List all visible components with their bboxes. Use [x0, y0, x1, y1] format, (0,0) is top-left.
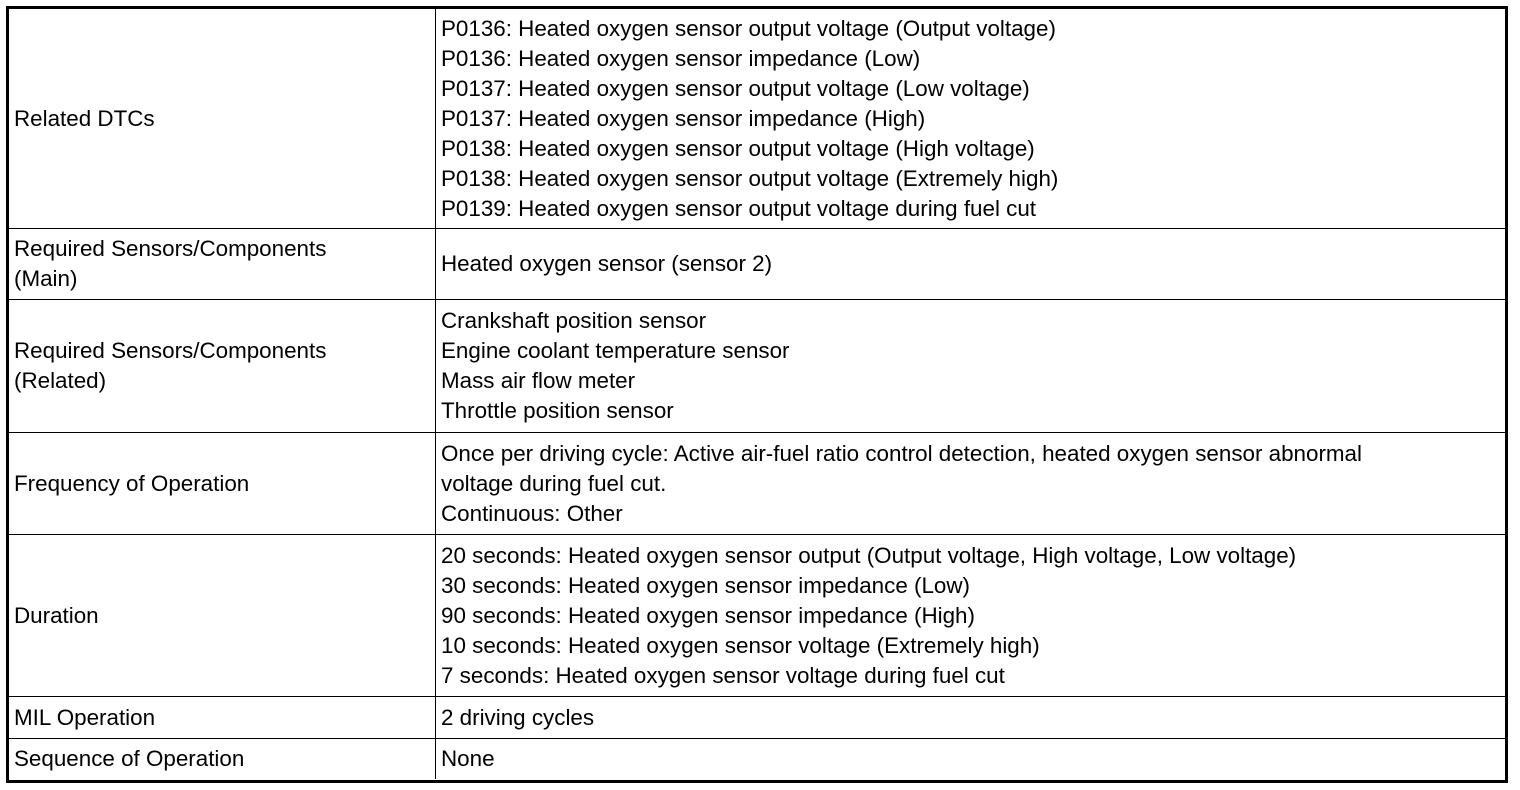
value-line: 2 driving cycles [441, 704, 595, 730]
value-line: voltage during fuel cut. [441, 470, 667, 496]
row-label-related-dtcs [9, 9, 436, 229]
duration-line: 90 seconds: Heated oxygen sensor impedance (High) [441, 602, 975, 628]
row-label-required-sensors-related [9, 300, 436, 433]
label-line: Duration [14, 602, 99, 628]
sensor-line: Throttle position sensor [441, 398, 674, 423]
dtc-line: P0136: Heated oxygen sensor impedance (Low) [441, 45, 921, 71]
sensor-line: Crankshaft position sensor [441, 308, 707, 333]
label-line: Related DTCs [14, 105, 155, 131]
value-line: None [441, 746, 495, 771]
duration-line: 10 seconds: Heated oxygen sensor voltage (Extremely high) [441, 632, 1040, 658]
row-label-required-sensors-main [9, 229, 436, 300]
row-value-related-dtcs [436, 9, 1505, 229]
row-label-sequence-of-operation [9, 739, 436, 779]
row-label-mil-operation [9, 697, 436, 739]
row-value-required-sensors-related [436, 300, 1505, 433]
label-line: Sequence of Operation [14, 746, 245, 771]
value-line: Continuous: Other [441, 500, 623, 526]
dtc-line: P0139: Heated oxygen sensor output voltage during fuel cut [441, 195, 1037, 221]
label-line: MIL Operation [14, 704, 156, 730]
label-line: Frequency of Operation [14, 470, 250, 496]
sensor-line: Mass air flow meter [441, 368, 636, 393]
row-label-frequency-of-operation [9, 433, 436, 535]
row-value-sequence-of-operation [436, 739, 1505, 779]
duration-line: 7 seconds: Heated oxygen sensor voltage during fuel cut [441, 662, 1005, 688]
dtc-line: P0138: Heated oxygen sensor output voltage (Extremely high) [441, 165, 1059, 191]
row-value-required-sensors-main [436, 229, 1505, 300]
dtc-line: P0136: Heated oxygen sensor output voltage (Output voltage) [441, 15, 1056, 41]
value-line: Heated oxygen sensor (sensor 2) [441, 251, 773, 276]
duration-line: 30 seconds: Heated oxygen sensor impedance (Low) [441, 572, 970, 598]
row-value-mil-operation [436, 697, 1505, 739]
duration-line: 20 seconds: Heated oxygen sensor output (Output voltage, High voltage, Low voltage) [441, 542, 1297, 568]
dtc-line: P0138: Heated oxygen sensor output voltage (High voltage) [441, 135, 1035, 161]
row-value-frequency-of-operation [436, 433, 1505, 535]
monitor-description-table [6, 6, 1508, 783]
row-value-duration [436, 535, 1505, 697]
row-label-duration [9, 535, 436, 697]
sensor-line: Engine coolant temperature sensor [441, 338, 790, 363]
dtc-line: P0137: Heated oxygen sensor output voltage (Low voltage) [441, 75, 1030, 101]
value-line: Once per driving cycle: Active air-fuel ratio control detection, heated oxygen sensor abnormal [441, 440, 1362, 466]
dtc-line: P0137: Heated oxygen sensor impedance (High) [441, 105, 926, 131]
label-line: Required Sensors/Components [14, 338, 327, 363]
label-line: Required Sensors/Components [14, 236, 327, 261]
label-line: (Related) [14, 368, 107, 393]
label-line: (Main) [14, 266, 78, 291]
